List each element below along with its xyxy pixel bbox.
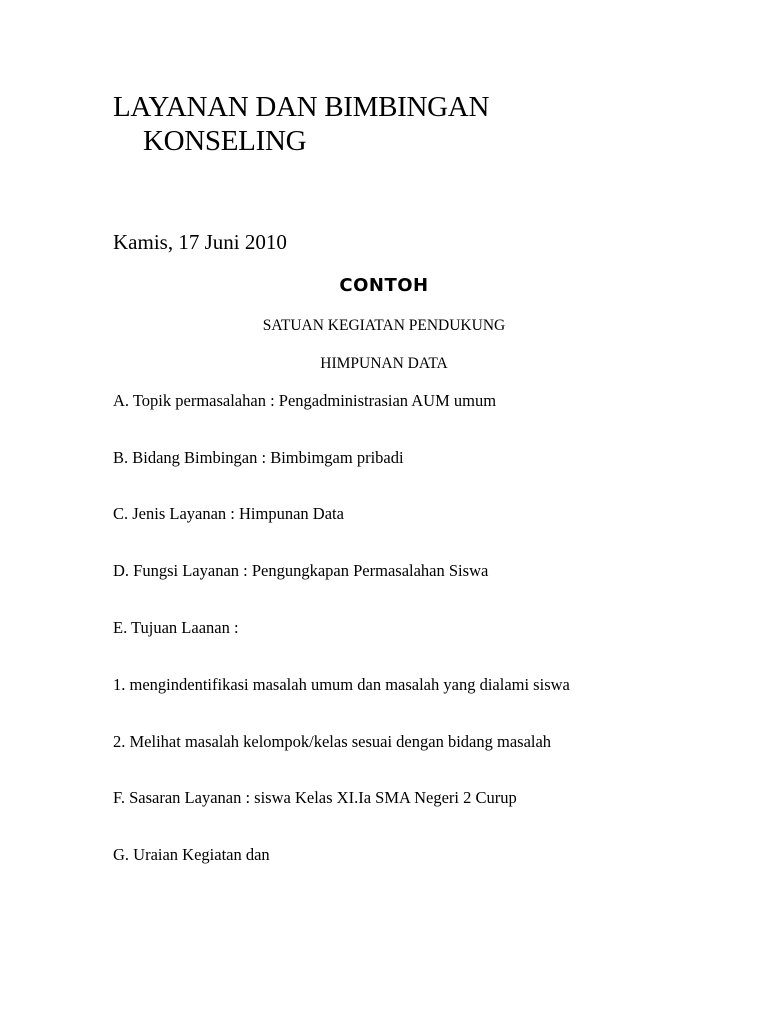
item-topik-permasalahan: A. Topik permasalahan : Pengadministrasian AUM umum bbox=[113, 391, 497, 410]
document-title bbox=[113, 90, 489, 158]
subheading-satuan-kegiatan: SATUAN KEGIATAN PENDUKUNG bbox=[262, 317, 506, 334]
heading-contoh: CONTOH bbox=[339, 275, 429, 296]
post-date: Kamis, 17 Juni 2010 bbox=[113, 230, 287, 254]
item-uraian-kegiatan: G. Uraian Kegiatan dan bbox=[113, 845, 270, 864]
item-tujuan-layanan: E. Tujuan Laanan : bbox=[113, 618, 239, 637]
title-line-2: KONSELING bbox=[143, 125, 307, 157]
item-tujuan-2: 2. Melihat masalah kelompok/kelas sesuai dengan bidang masalah bbox=[113, 732, 552, 751]
item-tujuan-1: 1. mengindentifikasi masalah umum dan masalah yang dialami siswa bbox=[113, 675, 570, 694]
item-sasaran-layanan: F. Sasaran Layanan : siswa Kelas XI.Ia SMA Negeri 2 Curup bbox=[113, 788, 517, 807]
item-bidang-bimbingan: B. Bidang Bimbingan : Bimbimgam pribadi bbox=[113, 448, 404, 467]
subheading-himpunan-data: HIMPUNAN DATA bbox=[320, 355, 448, 372]
item-jenis-layanan: C. Jenis Layanan : Himpunan Data bbox=[113, 504, 344, 523]
item-fungsi-layanan: D. Fungsi Layanan : Pengungkapan Permasalahan Siswa bbox=[113, 561, 489, 580]
title-line-1: LAYANAN DAN BIMBINGAN bbox=[113, 91, 490, 123]
